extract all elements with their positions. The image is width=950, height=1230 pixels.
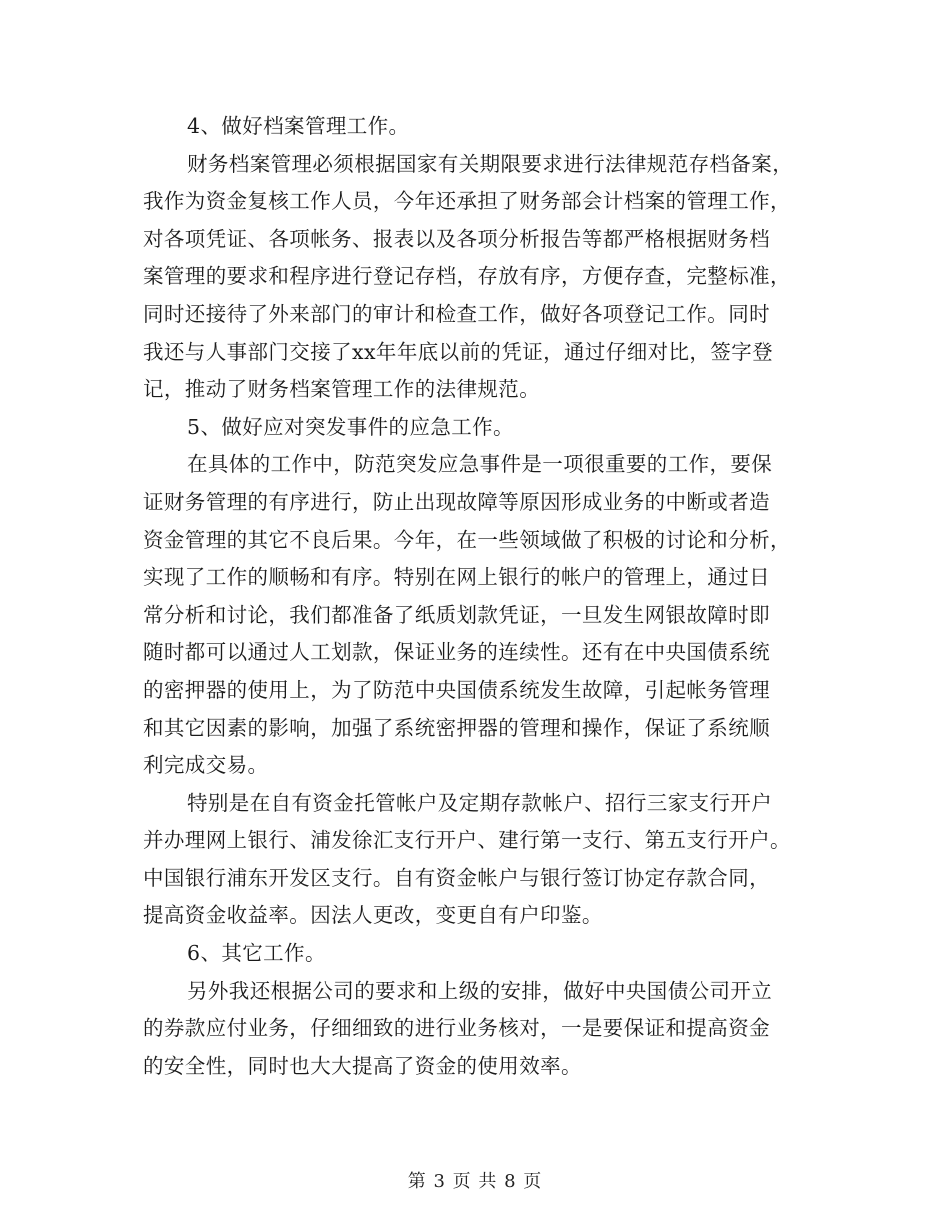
text-line: 中国银行浦东开发区支行。自有资金帐户与银行签订协定存款合同， bbox=[143, 865, 770, 890]
text-line: 资金管理的其它不良后果。今年，在一些领域做了积极的讨论和分析， bbox=[143, 527, 791, 552]
text-line: 在具体的工作中，防范突发应急事件是一项很重要的工作，要保 bbox=[187, 452, 773, 477]
text-line: 我作为资金复核工作人员，今年还承担了财务部会计档案的管理工作， bbox=[143, 189, 791, 214]
text-line: 的密押器的使用上，为了防范中央国债系统发生故障，引起帐务管理 bbox=[143, 677, 770, 702]
document-body bbox=[143, 108, 803, 1085]
page-number: 第 3 页 共 8 页 bbox=[407, 1171, 543, 1192]
text-line: 财务档案管理必须根据国家有关期限要求进行法律规范存档备案， bbox=[187, 151, 794, 176]
text-line: 6、其它工作。 bbox=[187, 941, 326, 966]
text-line: 记，推动了财务档案管理工作的法律规范。 bbox=[143, 377, 541, 402]
text-line: 和其它因素的影响，加强了系统密押器的管理和操作，保证了系统顺 bbox=[143, 715, 770, 740]
text-line: 并办理网上银行、浦发徐汇支行开户、建行第一支行、第五支行开户。 bbox=[143, 828, 791, 853]
text-line: 实现了工作的顺畅和有序。特别在网上银行的帐户的管理上，通过日 bbox=[143, 565, 770, 590]
text-line: 4、做好档案管理工作。 bbox=[187, 114, 410, 138]
text-line: 我还与人事部门交接了xx年年底以前的凭证，通过仔细对比，签字登 bbox=[143, 339, 774, 364]
text-line: 同时还接待了外来部门的审计和检查工作，做好各项登记工作。同时 bbox=[143, 301, 770, 326]
text-line: 特别是在自有资金托管帐户及定期存款帐户、招行三家支行开户 bbox=[187, 790, 773, 815]
text-line: 的券款应付业务，仔细细致的进行业务核对，一是要保证和提高资金 bbox=[143, 1016, 770, 1041]
text-line: 提高资金收益率。因法人更改，变更自有户印鉴。 bbox=[143, 903, 603, 928]
text-line: 证财务管理的有序进行，防止出现故障等原因形成业务的中断或者造 bbox=[143, 489, 770, 514]
text-line: 5、做好应对突发事件的应急工作。 bbox=[187, 414, 514, 439]
text-line: 随时都可以通过人工划款，保证业务的连续性。还有在中央国债系统 bbox=[143, 640, 770, 665]
text-line: 利完成交易。 bbox=[143, 753, 269, 778]
text-line: 对各项凭证、各项帐务、报表以及各项分析报告等都严格根据财务档 bbox=[143, 226, 770, 251]
text-line: 常分析和讨论，我们都准备了纸质划款凭证，一旦发生网银故障时即 bbox=[143, 602, 770, 627]
text-line: 的安全性，同时也大大提高了资金的使用效率。 bbox=[143, 1053, 582, 1078]
text-line: 案管理的要求和程序进行登记存档，存放有序，方便存查，完整标准， bbox=[143, 264, 791, 289]
text-line: 另外我还根据公司的要求和上级的安排，做好中央国债公司开立 bbox=[187, 978, 773, 1003]
